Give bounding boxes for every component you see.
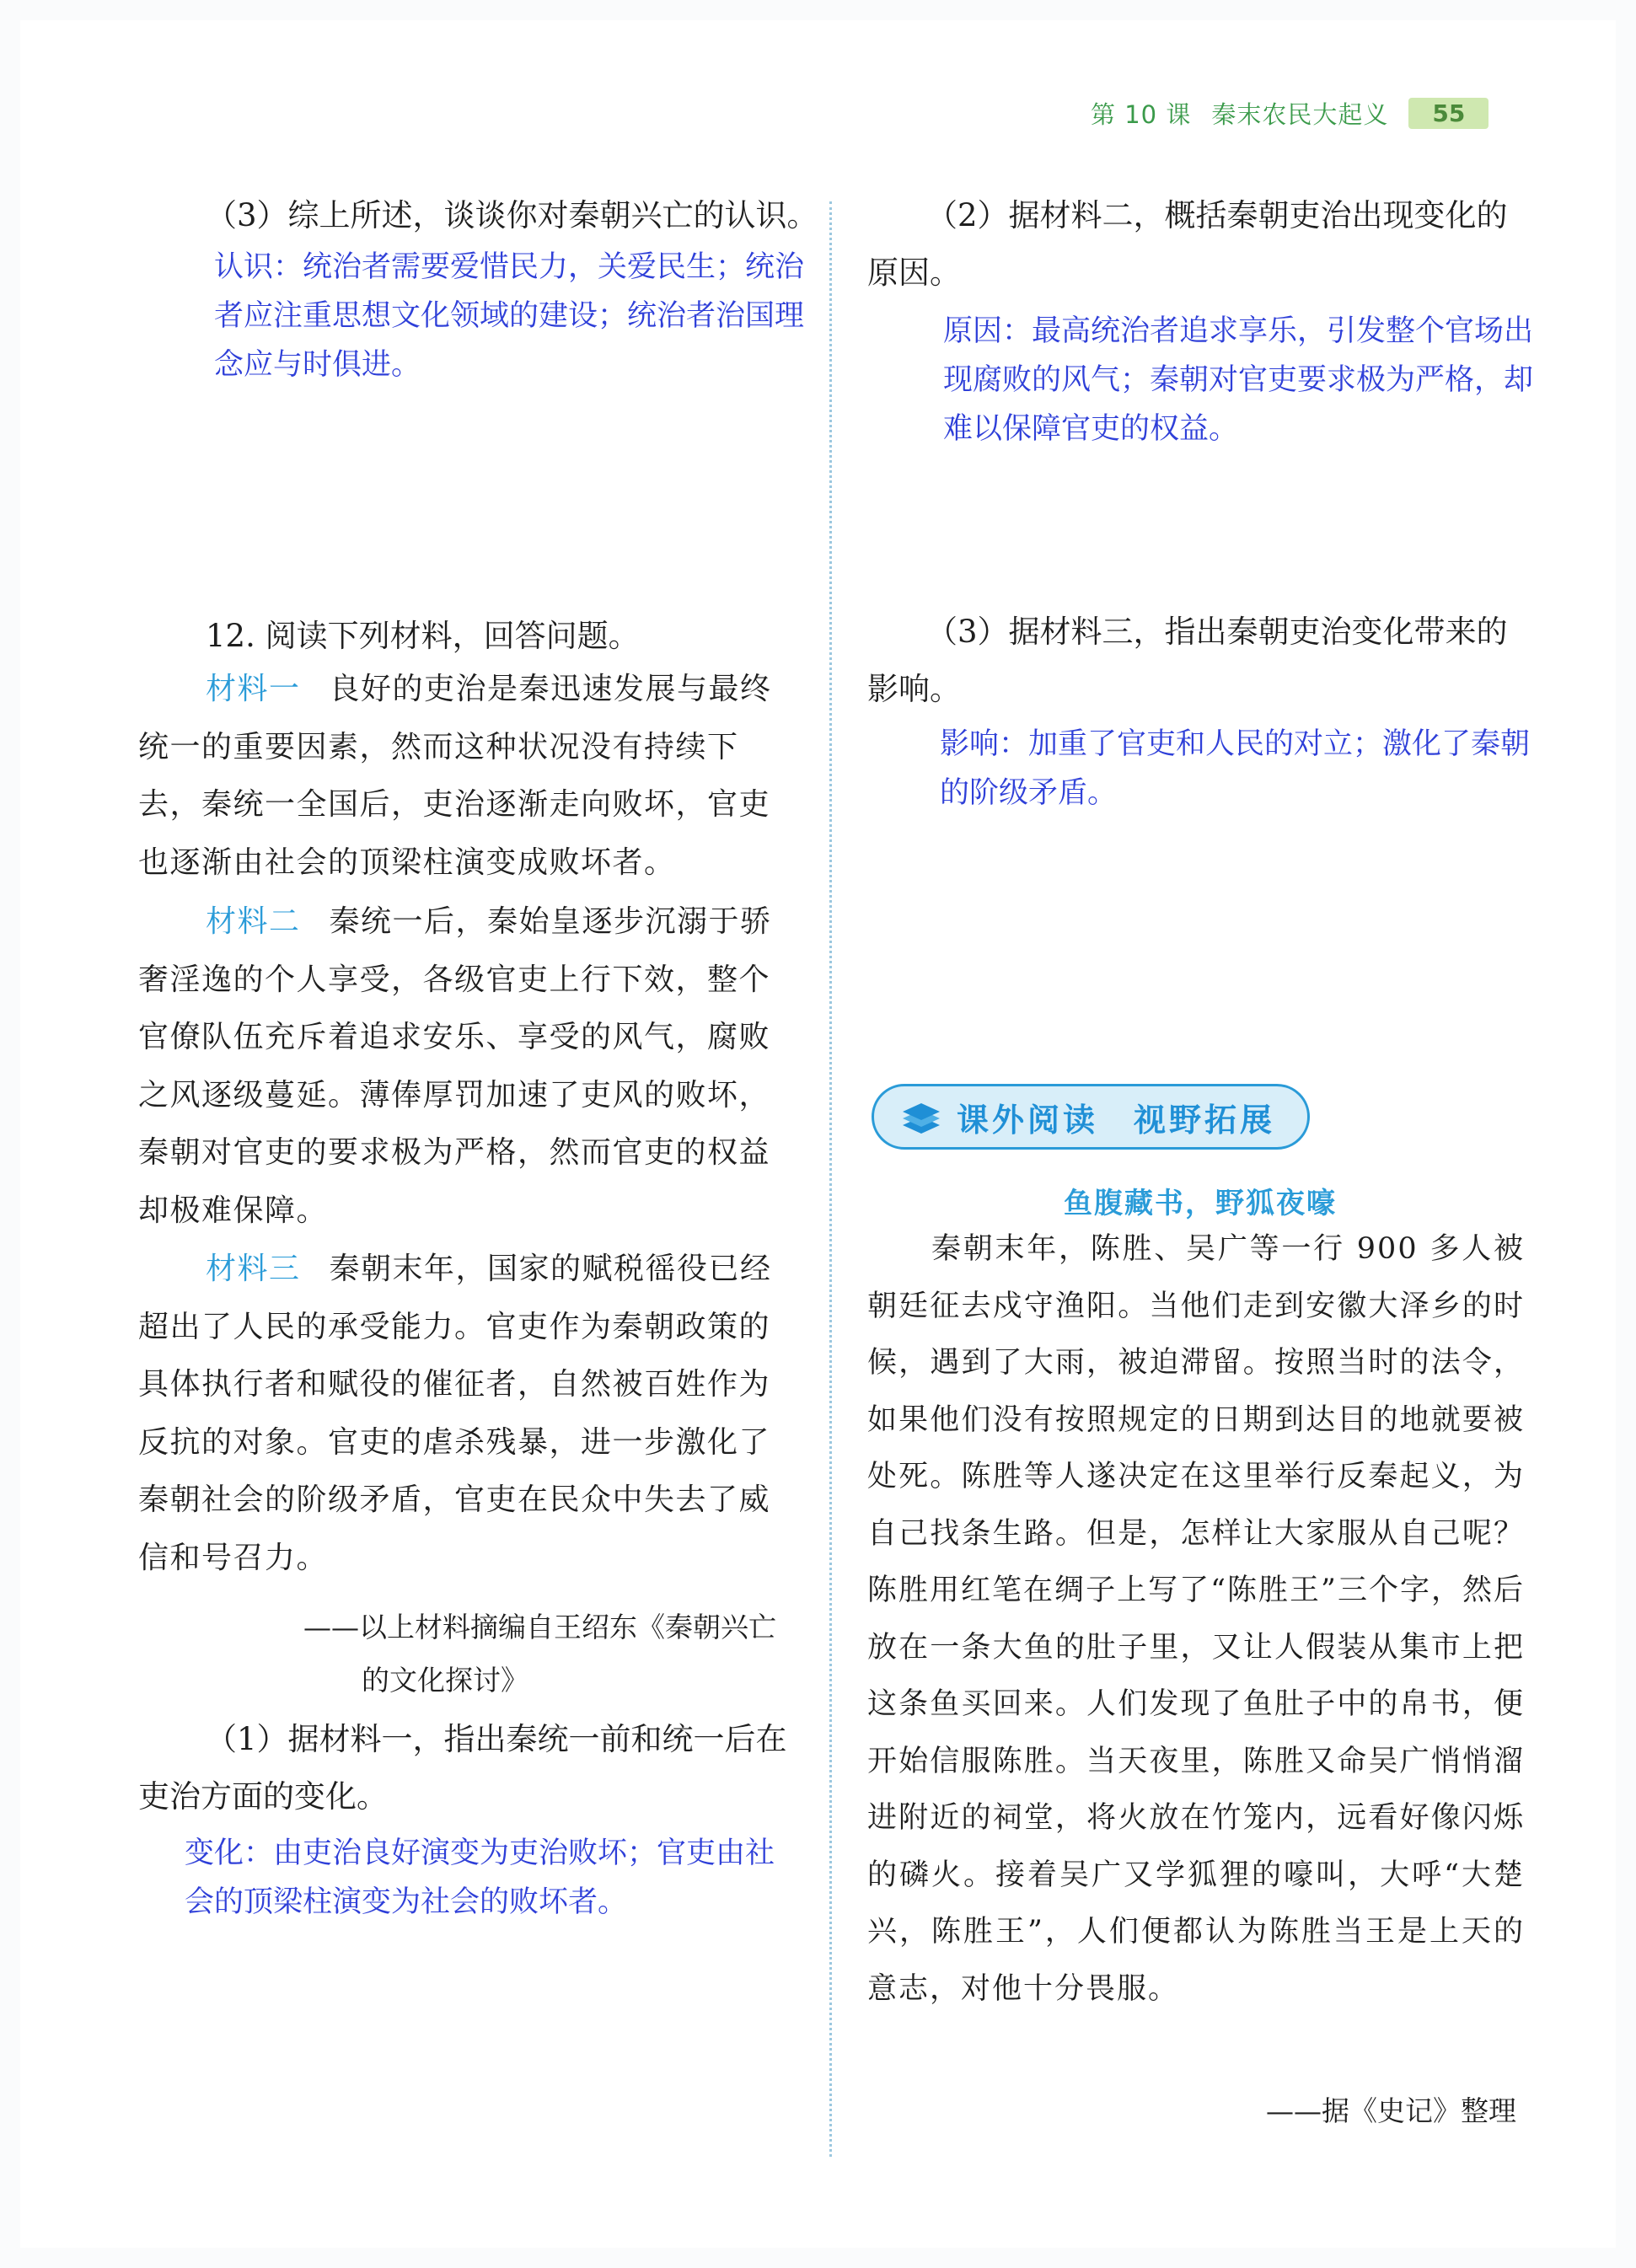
question-3-left: （3）综上所述，谈谈你对秦朝兴亡的认识。 <box>206 197 818 233</box>
story-title: 鱼腹藏书，野狐夜嚎 <box>1064 1187 1337 1220</box>
material-2-tag: 材料二 <box>206 904 301 939</box>
story-text: 秦朝末年，陈胜、吴广等一行 900 多人被朝廷征去戍守渔阳。当他们走到安徽大泽乡的时候，遇到了大雨，被迫滞留。按照当时的法令，如果他们没有按照规定的日期到达目的地就要被处死。陈胜等人遂决定在这里举行反秦起义，为自己找条生路。但是，怎样让大家服从自己呢？陈胜用红笔在绸子上写了“陈胜王”三个字，然后放在一条大鱼的肚子里，又让人假装从集市上把这条鱼买回来。人们发现了鱼肚子中的帛书，便开始信服陈胜。当天夜里，陈胜又命吴广悄悄溜进附近的祠堂，将火放在竹笼内，远看好像闪烁的磷火。接着吴广又学狐狸的嚎叫，大呼“大楚兴，陈胜王”，人们便都认为陈胜当王是上天的意志，对他十分畏服。 <box>867 1232 1525 2006</box>
lesson-title: 秦末农民大起义 <box>1211 99 1389 129</box>
material-1-tag: 材料一 <box>206 672 301 706</box>
answer-3-left: 认识：统治者需要爱惜民力，关爱民生；统治者应注重思想文化领域的建设；统治者治国理念应与时俱进。 <box>214 250 805 382</box>
material-1-text: 良好的吏治是秦迅速发展与最终统一的重要因素，然而这种状况没有持续下去，秦统一全国后，吏治逐渐走向败坏，官吏也逐渐由社会的顶梁柱演变成败坏者。 <box>138 672 772 880</box>
material-3-tag: 材料三 <box>206 1252 301 1286</box>
question-1: （1）据材料一，指出秦统一前和统一后在吏治方面的变化。 <box>138 1721 787 1815</box>
story-credit: ——据《史记》整理 <box>1266 2094 1516 2127</box>
answer-2: 原因：最高统治者追求享乐，引发整个官场出现腐败的风气；秦朝对官吏要求极为严格，却难以保障官吏的权益。 <box>943 314 1534 446</box>
source-citation-line1: ——以上材料摘编自王绍东《秦朝兴亡 <box>303 1611 776 1643</box>
column-divider <box>829 201 832 2157</box>
page-header <box>1091 93 1529 133</box>
material-1 <box>138 661 796 892</box>
question-2: （2）据材料二，概括秦朝吏治出现变化的原因。 <box>867 197 1508 291</box>
material-2 <box>138 893 796 1240</box>
material-3 <box>138 1241 796 1587</box>
question-12: 12. 阅读下列材料，回答问题。 <box>206 618 640 654</box>
banner-label: 课外阅读 视野拓展 <box>957 1101 1276 1139</box>
source-citation-line2: 的文化探讨》 <box>362 1664 528 1697</box>
page <box>20 20 1616 2248</box>
question-3-right: （3）据材料三，指出秦朝吏治变化带来的影响。 <box>867 614 1508 707</box>
lesson-number: 第 10 课 <box>1091 99 1192 129</box>
material-3-text: 秦朝末年，国家的赋税徭役已经超出了人民的承受能力。官吏作为秦朝政策的具体执行者和赋役的催征者，自然被百姓作为反抗的对象。官吏的虐杀残暴，进一步激化了秦朝社会的阶级矛盾，官吏在民众中失去了威信和号召力。 <box>138 1252 772 1575</box>
page-number: 55 <box>1408 98 1488 129</box>
answer-3-right: 影响：加重了官吏和人民的对立；激化了秦朝的阶级矛盾。 <box>940 727 1531 810</box>
material-2-text: 秦统一后，秦始皇逐步沉溺于骄奢淫逸的个人享受，各级官吏上行下效，整个官僚队伍充斥着追求安乐、享受的风气，腐败之风逐级蔓延。薄俸厚罚加速了吏风的败坏，秦朝对官吏的要求极为严格，然而官吏的权益却极难保障。 <box>138 904 772 1228</box>
answer-1: 变化：由吏治良好演变为吏治败坏；官吏由社会的顶梁柱演变为社会的败坏者。 <box>185 1836 775 1919</box>
extended-reading-banner <box>872 1084 1310 1150</box>
books-icon <box>899 1096 943 1137</box>
